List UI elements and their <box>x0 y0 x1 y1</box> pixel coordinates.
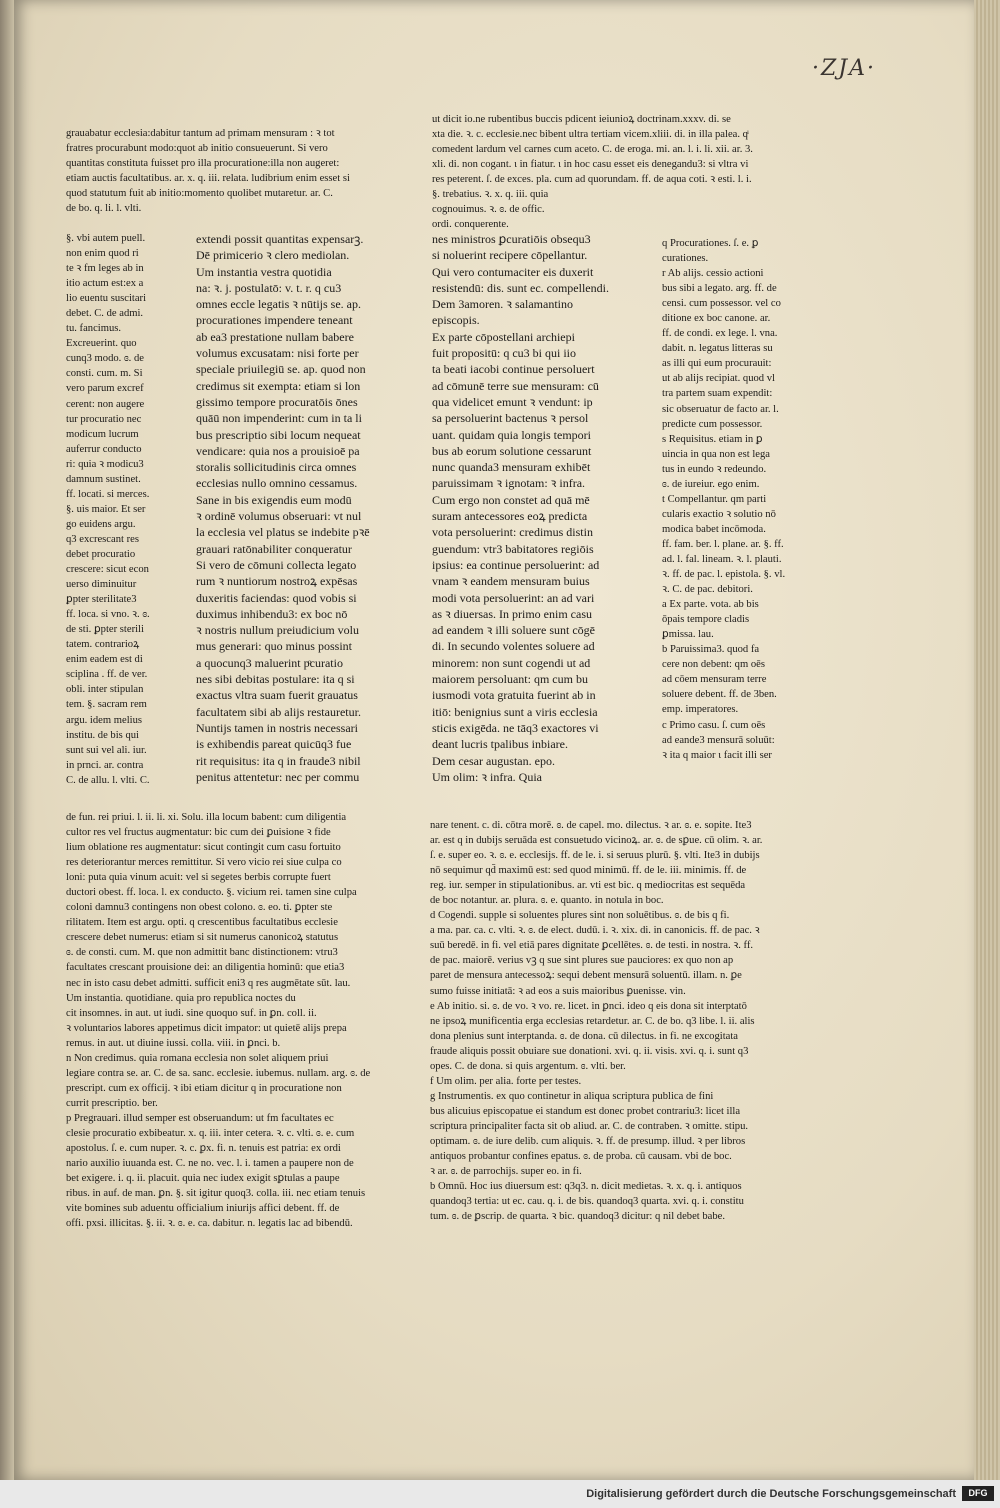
text-line: ab ea3 prestatione nullam babere <box>196 329 354 344</box>
gloss-line: ōpais tempore cladis <box>662 614 750 626</box>
gloss-line: reg. iur. semper in stipulationibus. ar. vti est bic. q mediocritas est sequēda <box>430 880 746 892</box>
gloss-line: ribus. in auf. de man. ꝑn. §. sit igitur quoq3. colla. iii. nec etiam tenuis <box>66 1188 366 1200</box>
text-line: ꝛ nostris nullum preiudicium volu <box>196 623 360 638</box>
gloss-line: nō sequimur qd̄ maximū est: sed quod minimū. ff. de le. iii. minimis. ff. de <box>430 865 747 877</box>
gloss-line: de boc notantur. ar. plura. ɞ. e. quanto. in notula in boc. <box>430 895 664 907</box>
text-line: gissimo tempore procuratōis ōnes <box>196 394 358 409</box>
text-line: vota persoluerint: credimus distin <box>432 525 593 540</box>
text-line: credimus sit exempta: etiam si lon <box>196 378 361 393</box>
gloss-line: auferrur conducto <box>66 443 142 455</box>
gloss-line: ar. est q in dubijs seruāda est consuetudo vicinoꝝ. ar. ɞ. de sꝑue. cū olim. ꝛ. ar. <box>430 835 763 847</box>
text-line: maiorem persoluant: qm cum bu <box>432 672 588 687</box>
digitization-footer <box>0 1480 1000 1508</box>
text-line: speciale priuilegiū se. ap. quod non <box>196 362 366 377</box>
gloss-line: paret de mensura antecessoꝝ: sequi debent mensurā soluentū. illam. n. ꝑe <box>430 970 742 982</box>
gloss-line: sic obseruatur de facto ar. l. <box>662 403 779 415</box>
gloss-line: tum. ɞ. de ꝑscrip. de quarta. ꝛ bic. quandoq3 dicitur: q nil debet babe. <box>430 1211 726 1223</box>
gloss-line: ff. locati. si merces. <box>66 488 150 500</box>
gloss-line: dabit. n. legatus litteras su <box>662 343 773 355</box>
text-line: uant. quidam quia longis tempori <box>432 427 591 442</box>
gloss-line: Um instantia. quotidiane. quia pro republica noctes du <box>66 992 296 1004</box>
gloss-line: crescere: sicut econ <box>66 564 149 576</box>
gloss-line: d Cogendi. supple si soluentes plures sint non soluētibus. ɞ. de bis q fi. <box>430 910 730 922</box>
gloss-line: antiquos probantur confines epatus. ɞ. de proba. cū causam. vbi de boc. <box>430 1151 732 1163</box>
gloss-line: ut dicit io.ne rubentibus buccis pdicent ieiunioꝝ doctrinam.xxxv. di. se <box>432 114 731 125</box>
text-line: Nuntijs tamen in nostris necessari <box>196 720 358 735</box>
gloss-line: remus. in aut. ut diuine iussi. colla. viii. in ꝑnci. b. <box>66 1037 281 1049</box>
gloss-line: curationes. <box>662 253 709 265</box>
text-line: Dem cesar augustan. epo. <box>432 753 555 768</box>
gloss-line: opes. C. de dona. si quis argentum. ɞ. vlti. ber. <box>430 1060 626 1072</box>
gloss-line: non enim quod ri <box>66 248 139 260</box>
text-line: nes sibi debitas postulare: ita q si <box>196 672 355 687</box>
gloss-line: tus in eundo ꝛ redeundo. <box>662 463 767 475</box>
gloss-line: xta die. ꝛ. c. ecclesie.nec bibent ultra tertiam vicem.xliii. di. in illa palea. qͥ <box>432 129 748 141</box>
gloss-line: tra partem suam expendit: <box>662 388 773 400</box>
folio-number: ·ZJA· <box>812 56 876 81</box>
gloss-line: ne ipsoꝝ munificentia erga ecclesias retardetur. ar. C. de bo. q3 libe. l. ii. alis <box>430 1015 755 1027</box>
gloss-line: as illi qui eum procurauit: <box>662 358 772 370</box>
text-line: quāū non impenderint: cum in ta li <box>196 411 362 426</box>
gloss-line: ꝛ ita q maior ɩ facit illi ser <box>662 749 772 761</box>
gloss-line: nare tenent. c. di. cōtra morē. ɞ. de capel. mo. dilectus. ꝛ ar. ɞ. e. sopite. Ite3 <box>430 820 752 831</box>
gloss-line: ꝑmissa. lau. <box>662 629 714 641</box>
gloss-line: ꝑpter sterilitate3 <box>66 594 137 606</box>
gloss-line: t Compellantur. qm parti <box>662 493 767 505</box>
gloss-line: legiare contra se. ar. C. de sa. sanc. ecclesie. iubemus. nullam. arg. ɞ. de <box>66 1067 371 1079</box>
text-line: vendicare: quia nos a prouisioē pa <box>196 443 360 458</box>
gloss-line: consti. cum. m. Si <box>66 368 143 380</box>
gloss-line: scriptura principaliter facta sit ob aliud. ar. C. de contraben. ꝛ omitte. stipu. <box>430 1120 749 1132</box>
gloss-line: g Instrumentis. ex quo continetur in aliqua scriptura publica de fini <box>430 1090 714 1102</box>
gloss-line: res deteriorantur merces remittitur. Si vero vicio rei siue culpa co <box>66 857 342 869</box>
text-line: paruissimam ꝛ ignotam: ꝛ infra. <box>432 476 586 491</box>
gloss-line: institu. de bis qui <box>66 729 139 741</box>
gloss-right-narrow <box>662 236 817 763</box>
gloss-line: ad cōem mensuram terre <box>662 674 767 686</box>
text-line: duxeritis faciendas: quod vobis si <box>196 590 357 605</box>
facing-page-edge <box>0 0 14 1480</box>
gloss-line: ditione ex boc canone. ar. <box>662 313 771 325</box>
gloss-line: offi. pxsi. illicitas. §. ii. ꝛ. ɞ. e. ca. dabitur. n. legatis lac ad bibendū. <box>66 1218 353 1230</box>
gloss-line: ſ. e. super eo. ꝛ. ɞ. e. ecclesijs. ff. de le. i. si seruus plurū. §. vlti. Ite3 in dubijs <box>430 850 760 862</box>
text-line: storalis sollicitudinis circa omnes <box>196 460 357 475</box>
gloss-line: de fun. rei priui. l. ii. li. xi. Solu. illa locum babent: cum diligentia <box>66 812 347 823</box>
gloss-line: n Non credimus. quia romana ecclesia non solet aliquem priui <box>66 1052 329 1064</box>
gloss-line: q3 excrescant res <box>66 533 139 545</box>
gloss-line: ꝛ. C. de pac. debitori. <box>662 584 753 596</box>
text-line: nes ministros ꝑcuratiōis obsequ3 <box>432 232 591 246</box>
gloss-line: predicte cum possessor. <box>662 418 763 430</box>
gloss-line: crescere debet numerus: etiam si sit numerus canonicoꝝ statutus <box>66 932 339 944</box>
text-line: Ex parte cōpostellani archiepi <box>432 329 575 344</box>
gloss-line: etiam auctis facultatibus. ar. x. q. iii. relata. ludibrium enim esset si <box>66 173 350 185</box>
gloss-line: Excreuerint. quo <box>66 338 137 350</box>
gloss-line: ɞ. de consti. cum. M. que non admittit banc distinctionem: vtru3 <box>66 947 338 959</box>
gloss-line: b Paruissima3. quod fa <box>662 644 760 656</box>
text-line: fuit propositū: q cu3 bi qui iio <box>432 346 576 361</box>
gloss-line: ꝛ. ff. de pac. l. epistola. §. vl. <box>662 569 786 581</box>
gloss-line: te ꝛ fm leges ab in <box>66 263 144 275</box>
text-line: resistendū: dis. sunt ec. compellendi. <box>432 280 609 295</box>
gloss-line: in prnci. ar. contra <box>66 759 144 771</box>
gloss-line: prescript. cum ex officij. ꝛ ibi etiam dicitur q in procuratione non <box>66 1082 342 1094</box>
gloss-line: uerso diminuitur <box>66 579 137 591</box>
gloss-top-right <box>432 112 817 232</box>
gloss-line: coloni damnu3 contingens non obest colono. ɞ. eo. ti. ꝑpter ste <box>66 902 333 914</box>
text-line: Um olim: ꝛ infra. Quia <box>432 769 543 784</box>
text-line: Sane in bis exigendis eum modū <box>196 492 352 507</box>
gloss-line: c Primo casu. ſ. cum oēs <box>662 719 766 731</box>
gloss-line: ff. fam. ber. l. plane. ar. §. ff. <box>662 538 784 550</box>
text-line: bus ab eorum solutione cessarunt <box>432 443 592 458</box>
gloss-line: ad eande3 mensurā soluūt: <box>662 734 775 746</box>
text-line: Dem 3amoren. ꝛ salamantino <box>432 297 573 312</box>
gloss-line: debet. C. de admi. <box>66 308 144 320</box>
gloss-line: emp. imperatores. <box>662 704 739 716</box>
gloss-line: tatem. contrarioꝝ <box>66 639 140 651</box>
gloss-line: bus alicuius episcopatue ei standum est donec probet contrariu3: licet illa <box>430 1105 741 1117</box>
gloss-line: r Ab alijs. cessio actioni <box>662 268 764 280</box>
text-line: guendum: vtr3 babitatores regiōis <box>432 541 594 556</box>
gloss-line: ad. l. fal. lineam. ꝛ. l. plauti. <box>662 553 782 565</box>
gloss-line: ɞ. de iureiur. ego enim. <box>662 478 760 490</box>
text-line: Si vero de cōmuni collecta legato <box>196 557 357 572</box>
gloss-line: ri: quia ꝛ modicu3 <box>66 458 144 470</box>
gloss-line: cultor res vel fructus augmentatur: bic cum dei ꝑuisione ꝛ fide <box>66 827 331 839</box>
gloss-line: tu. fancimus. <box>66 323 122 335</box>
gloss-line: cunq3 modo. ɞ. de <box>66 353 144 365</box>
gloss-line: nario auxilio iuuanda est. C. ne no. vec. l. i. tamen a paupere non de <box>66 1158 354 1170</box>
text-line: qua videlicet emunt ꝛ vendunt: ip <box>432 394 593 409</box>
gloss-line: bus sibi a legato. arg. ff. de <box>662 283 777 295</box>
gloss-line: go euidens argu. <box>66 518 136 530</box>
gloss-line: damnum sustinet. <box>66 473 141 485</box>
text-line: deant lucris tpalibus inbiare. <box>432 737 568 752</box>
gloss-line: cerent: non augere <box>66 398 145 410</box>
gloss-bottom-left <box>66 810 416 1231</box>
gloss-line: q Procurationes. ſ. e. ꝑ <box>662 238 759 249</box>
text-line: is exhibendis pareat quicūq3 fue <box>196 737 352 752</box>
gloss-line: s Requisitus. etiam in ꝑ <box>662 433 763 445</box>
gloss-line: de sti. ꝑpter sterili <box>66 624 144 636</box>
text-line: rum ꝛ nuntiorum nostroꝝ expēsas <box>196 574 358 589</box>
gloss-line: §. vbi autem puell. <box>66 233 146 244</box>
main-text-right <box>432 231 644 785</box>
text-line: episcopis. <box>432 313 480 328</box>
gloss-line: fratres procurabunt modo:quot ab initio consueuerunt. Si vero <box>66 143 328 155</box>
gloss-line: lio euentu suscitari <box>66 293 147 305</box>
gloss-line: dona plenius sunt interptanda. ɞ. de dona. cū dilectus. in fi. ne excogitata <box>430 1030 738 1042</box>
text-line: extendi possit quantitas expensarꝫ. <box>196 232 364 246</box>
text-line: volumus excusatam: nisi forte per <box>196 346 359 361</box>
gloss-line: debet procuratio <box>66 548 136 560</box>
gloss-line: soluere debent. ff. de 3ben. <box>662 689 777 701</box>
gloss-bottom-right <box>430 818 822 1224</box>
text-line: bus prescriptio sibi locum nequeat <box>196 427 361 442</box>
gloss-line: currit prescriptio. ber. <box>66 1097 158 1109</box>
text-line: Qui vero contumaciter eis duxerit <box>432 264 594 279</box>
gloss-line: vite bomines sub aduentu officialium iniurijs affici debent. ff. de <box>66 1203 340 1215</box>
text-line: omnes eccle legatis ꝛ nūtijs se. ap. <box>196 297 361 312</box>
text-line: sa persoluerint bactenus ꝛ persol <box>432 411 589 426</box>
gloss-line: rilitatem. Item est argu. opti. q crescentibus facultatibus ecclesie <box>66 917 338 929</box>
text-line: Um instantia vestra quotidia <box>196 264 332 279</box>
gloss-line: ut ab alijs recipiat. quod vl <box>662 373 775 385</box>
text-line: as ꝛ diuersas. In primo enim casu <box>432 606 592 621</box>
text-line: a quocunq3 maluerint pͦcuratio <box>196 655 343 670</box>
text-line: ta beati iacobi continue persoluert <box>432 362 595 377</box>
text-line: minorem: non sunt cogendi ut ad <box>432 655 591 670</box>
gloss-line: quandoq3 tertia: ut ec. cau. q. i. de bis. quandoq3 quarta. xvi. q. i. constitu <box>430 1196 744 1208</box>
text-line: grauari ratōnabiliter conqueratur <box>196 541 352 556</box>
gloss-line: ductori obest. ff. loca. l. ex conducto. §. vicium rei. tamen sine culpa <box>66 887 357 899</box>
gloss-line: grauabatur ecclesia:dabitur tantum ad primam mensuram : ꝛ tot <box>66 128 335 139</box>
text-line: la ecclesia vel platus se indebite pꝛē <box>196 525 370 540</box>
dfg-logo: DFG <box>962 1486 994 1501</box>
gloss-line: obli. inter stipulan <box>66 684 144 696</box>
gloss-line: cere non debent: qm oēs <box>662 659 765 671</box>
gloss-line: censi. cum possessor. vel co <box>662 298 781 310</box>
gloss-line: apostolus. ſ. e. cum nuper. ꝛ. c. ꝑx. fi. n. tenuis est patria: ex ordi <box>66 1143 341 1155</box>
gloss-line: itio actum est:ex a <box>66 278 144 290</box>
gloss-line: quantitas constituta fuisset pro illa procuratione:illa non augeret: <box>66 158 340 170</box>
text-line: iusmodi vota gratuita fuerint ab in <box>432 688 596 703</box>
gloss-line: §. uis maior. Et ser <box>66 503 146 515</box>
text-line: rit requisitus: ita q in fraude3 nibil <box>196 753 361 768</box>
text-line: procurationes impendere teneant <box>196 313 353 328</box>
gloss-line: cognouimus. ꝛ. ɞ. de offic. <box>432 204 545 216</box>
gloss-line: argu. idem melius <box>66 714 143 726</box>
gloss-line: bet exigere. i. q. ii. placuit. quia nec iudex exigit sꝑtulas a paupe <box>66 1173 340 1185</box>
gloss-line: p Pregrauari. illud semper est obseruandum: ut fm facultates ec <box>66 1112 334 1124</box>
gloss-line: a ma. par. ca. c. vlti. ꝛ. ɞ. de elect. dudū. i. ꝛ. xix. di. in canonicis. ff. de pac. ꝛ <box>430 925 760 937</box>
gloss-line: facultates crescant prouisione dei: an diligentia hominū: que etia3 <box>66 962 345 974</box>
text-line: exactus vltra suam fuerit grauatus <box>196 688 358 703</box>
gloss-line: tur procuratio nec <box>66 413 142 425</box>
gloss-line: ff. de condi. ex lege. l. vna. <box>662 328 778 340</box>
gloss-line: ꝛ ar. ɞ. de parrochijs. super eo. in fi. <box>430 1166 582 1178</box>
gloss-line: sunt sui vel ali. iur. <box>66 744 147 756</box>
gloss-line: nec in isto casu debet admitti. sufficit eni3 q res augmētate sūt. lau. <box>66 977 351 989</box>
text-line: nunc quanda3 mensuram exhibēt <box>432 460 591 475</box>
gloss-line: a Ex parte. vota. ab bis <box>662 599 759 611</box>
gloss-line: cularis exactio ꝛ solutio nō <box>662 508 776 520</box>
text-line: mus generari: quo minus possint <box>196 639 352 654</box>
text-line: sticis exigēda. ne tāq3 exactores vi <box>432 720 599 735</box>
gloss-line: b Omnū. Hoc ius diuersum est: q3q3. n. dicit medietas. ꝛ. x. q. i. antiquos <box>430 1181 742 1193</box>
text-line: ꝛ ordinē volumus obseruari: vt nul <box>196 509 362 524</box>
text-line: ad cōmunē terre sue mensuram: cū <box>432 378 599 393</box>
gloss-line: modicum lucrum <box>66 428 139 440</box>
gloss-line: vero parum excref <box>66 383 144 395</box>
text-line: modi vota persoluerint: an ad vari <box>432 590 595 605</box>
text-line: di. In secundo volentes soluere ad <box>432 639 595 654</box>
text-line: na: ꝛ. j. postulatō: v. t. r. q cu3 <box>196 280 342 295</box>
footer-credit: Digitalisierung gefördert durch die Deutsche Forschungsgemeinschaft <box>586 1488 956 1500</box>
gloss-line: e Ab initio. si. ɞ. de vo. ꝛ vo. re. licet. in ꝑnci. ideo q eis dona sit interptatō <box>430 1000 747 1012</box>
text-line: ipsius: ea continue persoluerint: ad <box>432 557 600 572</box>
text-line: Dē primicerio ꝛ clero mediolan. <box>196 248 350 263</box>
text-line: penitus attentetur: nec per commu <box>196 769 360 784</box>
gloss-line: suū beredē. in fi. vel etiā pares dignitate ꝑcellētes. ɞ. de testi. in nostra. ꝛ. ff. <box>430 940 754 952</box>
text-line: Cum ergo non constet ad quā mē <box>432 492 590 507</box>
gloss-line: comedent lardum vel carnes cum aceto. C. de eroga. mi. an. l. i. li. xii. ar. 3. <box>432 144 753 156</box>
gloss-line: sciplina . ff. de ver. <box>66 669 148 681</box>
text-line: vnam ꝛ eandem mensuram buius <box>432 574 590 589</box>
gloss-line: §. trebatius. ꝛ. x. q. iii. quia <box>432 189 549 201</box>
gloss-line: tem. §. sacram rem <box>66 699 147 711</box>
text-line: facultatem sibi ab alijs restauretur. <box>196 704 361 719</box>
gloss-line: clesie procuratio exbibeatur. x. q. iii. inter cetera. ꝛ. c. vlti. ɞ. e. cum <box>66 1127 355 1139</box>
gloss-line: fraude aliquis possit obuiare sue donationi. xvi. q. ii. visis. xvi. q. i. sunt q3 <box>430 1045 749 1057</box>
text-line: ad eandem ꝛ illi soluere sunt cōgē <box>432 623 595 638</box>
gloss-line: ordi. conquerente. <box>432 219 509 231</box>
gloss-line: enim eadem est di <box>66 654 143 666</box>
gloss-line: de bo. q. li. l. vlti. <box>66 203 142 215</box>
gloss-line: lium oblatione res augmentatur: sicut contingit cum casu fortuito <box>66 842 341 854</box>
gloss-line: modica babet incōmoda. <box>662 523 766 535</box>
gloss-line: ꝛ voluntarios labores appetimus dicit impator: ut quietē alijs prepa <box>66 1022 347 1034</box>
gloss-line: cit insomnes. in aut. ut iudi. sine quoquo suf. in ꝑn. coll. ii. <box>66 1007 317 1019</box>
text-line: suram antecessores eoꝝ predicta <box>432 509 588 524</box>
gloss-line: xli. di. non cogant. ɩ in fiatur. ɩ in hoc casu esset eis denegandu3: si vltra vi <box>432 159 749 171</box>
gloss-line: f Um olim. per alia. forte per testes. <box>430 1075 582 1087</box>
gloss-left-narrow <box>66 231 186 788</box>
gloss-line: sumo fuisse initiatā: ꝛ ad eos a suis maioribus ꝑuenisse. vin. <box>430 985 686 997</box>
gloss-top-left <box>66 126 401 216</box>
gloss-line: ff. loca. si vno. ꝛ. ɞ. <box>66 609 150 621</box>
gloss-line: loni: puta quia vinum acuit: vel si segetes berbis corrupte fuert <box>66 872 331 884</box>
gloss-line: res peterent. ſ. de exces. pla. cum ad quorundam. ff. de aqua coti. ꝛ esti. l. i. <box>432 174 752 186</box>
page-stack-edge <box>974 0 1000 1480</box>
text-line: si noluerint recipere cōpellantur. <box>432 248 588 263</box>
gloss-line: quod statutum fuit ab initio:momento quolibet mutaretur. ar. C. <box>66 188 333 200</box>
gloss-line: C. de allu. l. vlti. C. <box>66 774 150 786</box>
text-line: ecclesias nullo omnino cessamus. <box>196 476 358 491</box>
gloss-line: uincia in qua non est lega <box>662 448 770 460</box>
main-text-left <box>196 231 408 785</box>
text-line: duximus inhibendu3: ex boc nō <box>196 606 348 621</box>
gloss-line: de pac. maiorē. verius vꝫ q sue sint plures sue pauciores: ex quo non ap <box>430 955 734 967</box>
text-line: itiō: benignius sunt a viris ecclesia <box>432 704 598 719</box>
gloss-line: optimam. ɞ. de iure delib. cum aliquis. ꝛ. ff. de presump. illud. ꝛ per libros <box>430 1135 746 1147</box>
